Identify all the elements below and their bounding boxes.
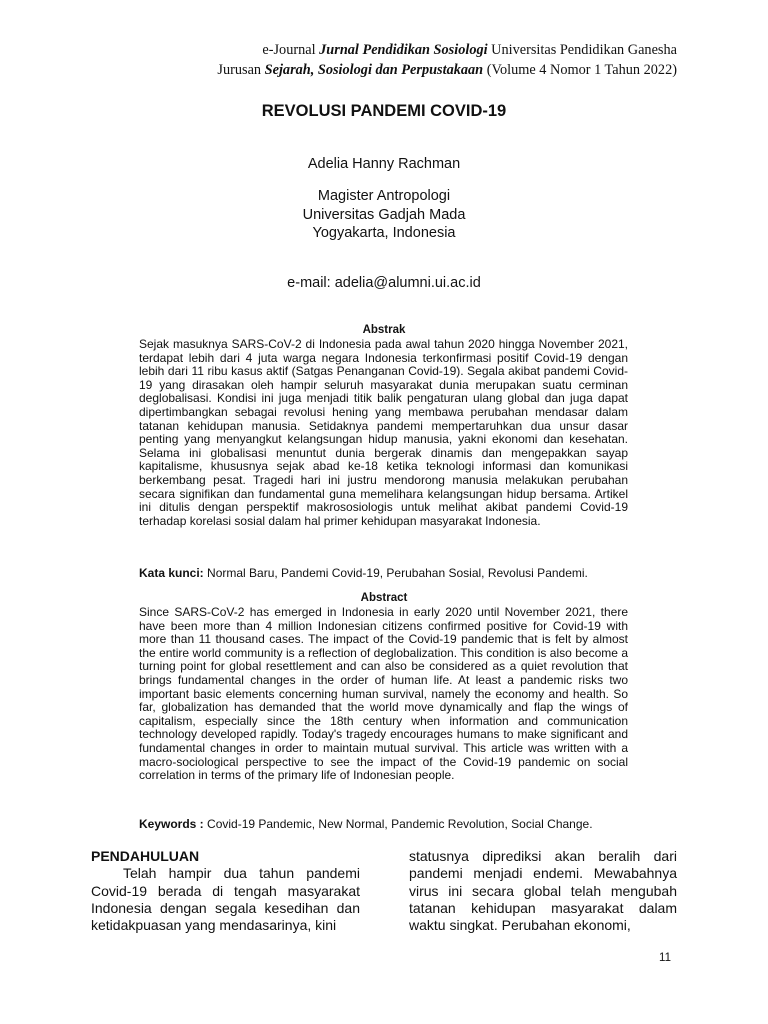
intro-right-column [409,848,677,934]
paper-title: REVOLUSI PANDEMI COVID-19 [261,102,507,120]
volume-info: (Volume 4 Nomor 1 Tahun 2022) [483,62,677,78]
author-name: Adelia Hanny Rachman [307,156,461,172]
keywords-text: Covid-19 Pandemic, New Normal, Pandemic Revolution, Social Change. [203,817,593,831]
abstrak-heading: Abstrak [362,324,406,336]
department-name: Sejarah, Sosiologi dan Perpustakaan [264,62,484,78]
header-prefix: e-Journal [262,42,320,58]
dept-prefix: Jurusan [217,62,265,78]
abstract-heading: Abstract [360,592,408,604]
intro-paragraph: Telah hampir dua tahun pandemi Covid-19 berada di tengah masyarakat Indonesia dengan segala kesedihan dan ketidakpuasan yang mendasarinya, kini [91,865,360,934]
author-affiliation [0,187,768,243]
keywords-label: Keywords : [139,817,204,831]
intro-paragraph-continued: statusnya diprediksi akan beralih dari pandemi menjadi endemi. Mewabahnya virus ini secara global telah mengubah tatanan kehidupan masyarakat dalam waktu singkat. Perubahan ekonomi, [409,848,677,934]
university-name: Universitas Pendidikan Ganesha [487,42,677,58]
header-line-1 [0,40,677,60]
kata-kunci-label: Kata kunci: [139,566,204,580]
kata-kunci-text: Normal Baru, Pandemi Covid-19, Perubahan Sosial, Revolusi Pandemi. [203,566,588,580]
affiliation-line: Universitas Gadjah Mada [302,206,466,223]
section-heading: PENDAHULUAN [91,848,200,864]
affiliation-line: Yogyakarta, Indonesia [312,225,456,241]
abstract-body: Since SARS-CoV-2 has emerged in Indonesia in early 2020 until November 2021, there have been more than 4 million Indonesian citizens confirmed positive for Covid-19 with more than 11 thousand cases. The impact of the Covid-19 pandemic that is felt by almost the entire world community is a reflection of deglobalization. This condition is also become a turning point for global resettlement and can also be considered as a quiet revolution that brings fundamental changes in the order of human life. At least a pandemic risks two important basic elements concerning human survival, namely the economy and health. So far, globalization has demanded that the world move dynamically and flap the wings of capitalism, especially since the 18th century when information and communication technology developed rapidly. Today's tragedy encourages humans to make significant and fundamental changes in order to maintain mutual survival. This article was written with a macro-sociological perspective to see the impact of the Covid-19 pandemic on social correlation in terms of the primary life of Indonesian people. [139,605,628,783]
page-number: 11 [659,952,671,964]
journal-name: Jurnal Pendidikan Sosiologi [319,42,488,58]
kata-kunci [139,566,639,580]
author-email: e-mail: adelia@alumni.ui.ac.id [287,275,481,291]
affiliation-line: Magister Antropologi [317,188,451,204]
abstrak-body: Sejak masuknya SARS-CoV-2 di Indonesia pada awal tahun 2020 hingga November 2021, terdapat lebih dari 4 juta warga negara Indonesia terkonfirmasi positif Covid-19 dengan lebih dari 11 ribu kasus aktif (Satgas Penanganan Covid-19). Segala akibat pandemi Covid-19 yang dirasakan oleh hampir seluruh masyarakat dunia merupakan suatu cerminan deglobalisasi. Kondisi ini juga menjadi titik balik pengaturan ulang global dan juga dapat dipertimbangkan sebagai revolusi hening yang membawa perubahan mendasar dalam tatanan kehidupan manusia. Setidaknya pandemi mempertaruhkan dua unsur dasar penting yang menyangkut kelangsungan hidup manusia, yakni ekonomi dan kesehatan. Selama ini globalisasi menuntut dunia bergerak dinamis dan mengepakkan sayap kapitalisme, khususnya sejak abad ke-18 ketika teknologi informasi dan komunikasi berkembang pesat. Tragedi hari ini justru mendorong manusia melakukan perubahan secara signifikan dan fundamental guna memelihara kelangsungan hidup bersama. Artikel ini ditulis dengan perspektif makrososiologis untuk melihat akibat pandemi Covid-19 terhadap korelasi sosial dalam hal primer kehidupan masyarakat Indonesia. [139,337,628,528]
journal-header [0,40,677,80]
intro-left-column [91,848,360,934]
keywords [139,817,639,831]
header-line-2 [0,60,677,80]
